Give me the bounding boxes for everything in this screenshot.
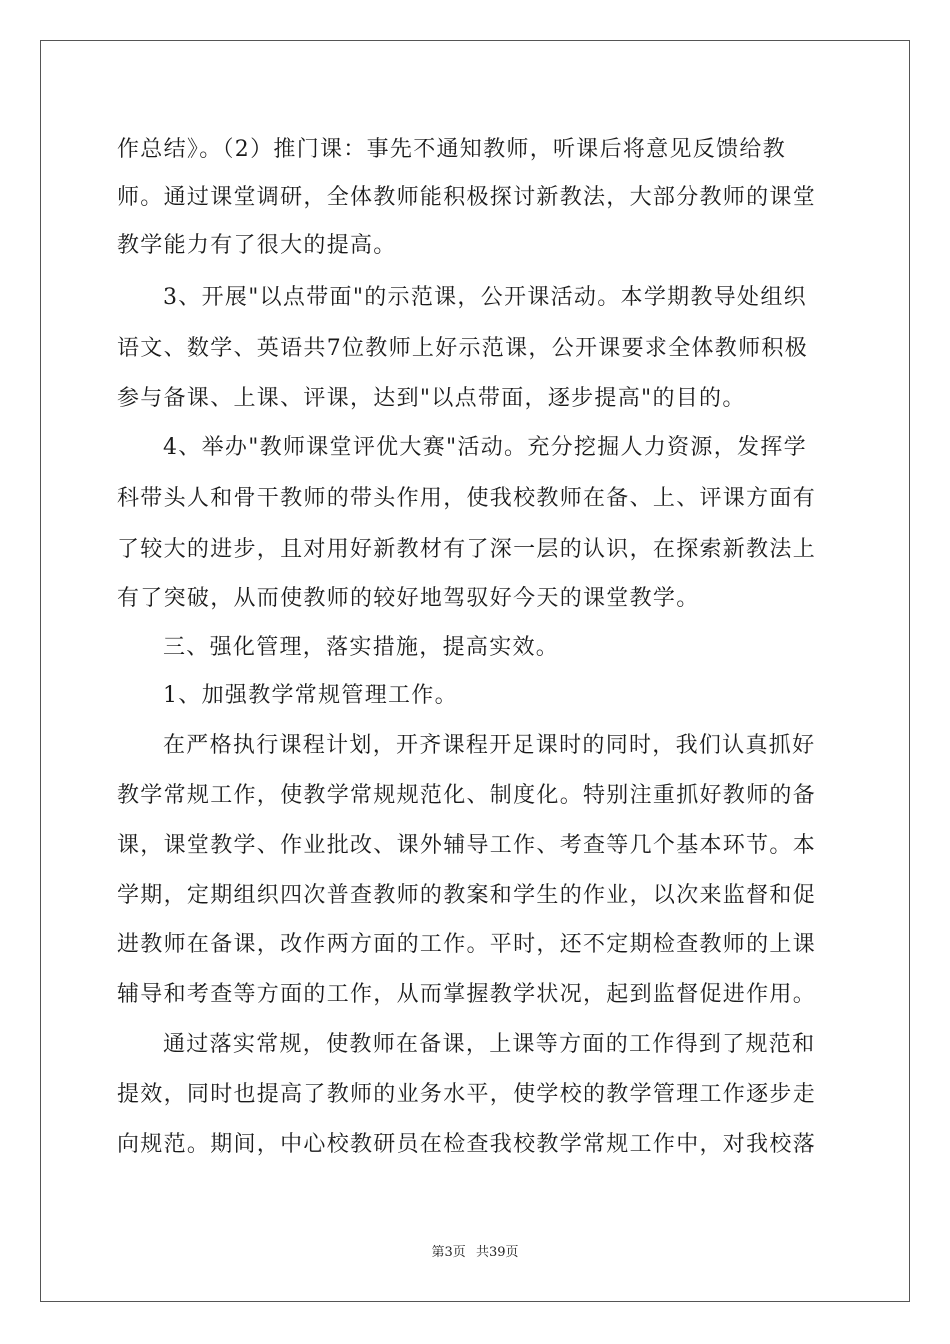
text-line: 有了突破，从而使教师的较好地驾驭好今天的课堂教学。 <box>117 586 700 611</box>
text-line: 学期，定期组织四次普查教师的教案和学生的作业，以次来监督和促 <box>117 883 817 908</box>
text-line: 参与备课、上课、评课，达到"以点带面，逐步提高"的目的。 <box>117 386 746 411</box>
text-line: 教学常规工作，使教学常规规范化、制度化。特别注重抓好教师的备 <box>117 783 817 808</box>
page-number: 第3页 <box>431 1245 466 1260</box>
text-line: 提效，同时也提高了教师的业务水平，使学校的教学管理工作逐步走 <box>117 1082 817 1107</box>
page-total: 共39页 <box>475 1245 519 1260</box>
subsection-heading: 1、加强教学常规管理工作。 <box>163 683 458 708</box>
text-line: 3、开展"以点带面"的示范课，公开课活动。本学期教导处组织 <box>163 285 807 310</box>
text-line: 进教师在备课，改作两方面的工作。平时，还不定期检查教师的上课 <box>117 932 817 957</box>
text-line: 教学能力有了很大的提高。 <box>117 233 397 258</box>
text-line: 课，课堂教学、作业批改、课外辅导工作、考查等几个基本环节。本 <box>117 833 817 858</box>
text-line: 在严格执行课程计划，开齐课程开足课时的同时，我们认真抓好 <box>163 733 816 758</box>
page-footer <box>0 1244 950 1262</box>
text-line: 语文、数学、英语共7位教师上好示范课，公开课要求全体教师积极 <box>117 336 808 361</box>
section-heading: 三、强化管理，落实措施，提高实效。 <box>163 635 560 660</box>
text-line: 4、举办"教师课堂评优大赛"活动。充分挖掘人力资源，发挥学 <box>163 435 807 460</box>
text-line: 师。通过课堂调研，全体教师能积极探讨新教法，大部分教师的课堂 <box>117 185 817 210</box>
text-line: 了较大的进步，且对用好新教材有了深一层的认识，在探索新教法上 <box>117 537 817 562</box>
text-line: 辅导和考查等方面的工作，从而掌握教学状况，起到监督促进作用。 <box>117 982 817 1007</box>
text-line: 科带头人和骨干教师的带头作用，使我校教师在备、上、评课方面有 <box>117 486 817 511</box>
text-line: 通过落实常规，使教师在备课，上课等方面的工作得到了规范和 <box>163 1032 816 1057</box>
text-line: 作总结》。（2）推门课：事先不通知教师，听课后将意见反馈给教 <box>117 137 786 162</box>
text-line: 向规范。期间，中心校教研员在检查我校教学常规工作中，对我校落 <box>117 1132 817 1157</box>
